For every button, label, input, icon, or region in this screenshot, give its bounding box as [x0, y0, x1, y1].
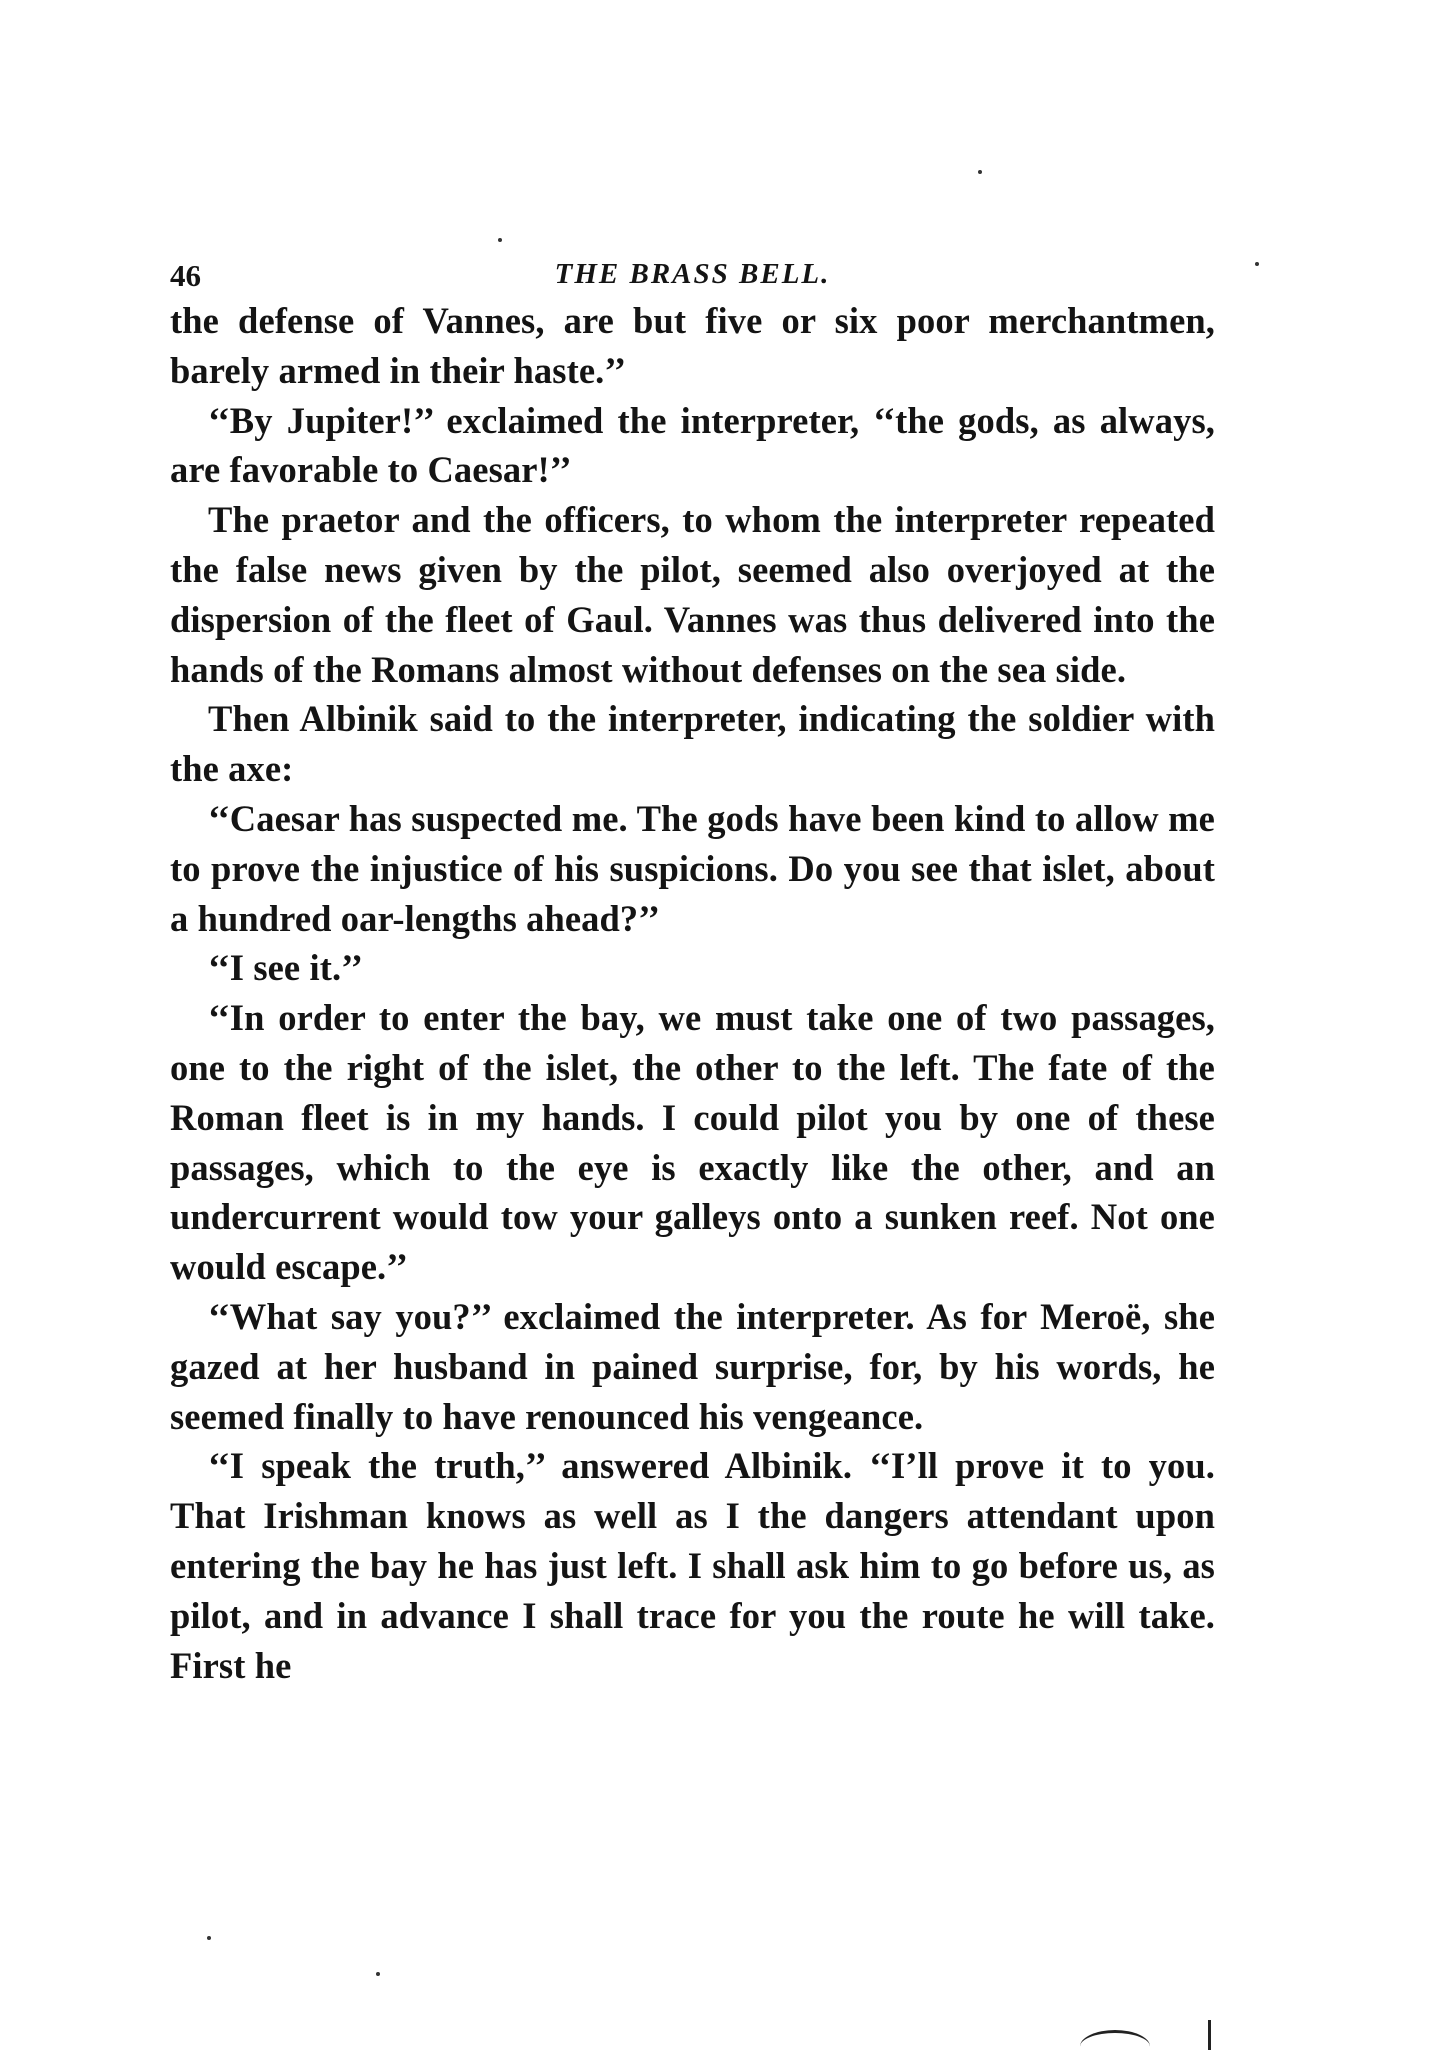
paragraph: ‘‘I see it.’’ — [208, 947, 363, 989]
scan-speck — [1255, 262, 1259, 266]
body-text — [170, 296, 1215, 1690]
paragraph: ‘‘By Jupiter!’’ exclaimed the interpreter, ‘‘the gods, as always, are favorable to Caesar!’’ — [170, 399, 1215, 491]
scan-speck — [207, 1936, 211, 1940]
paragraph: ‘‘I speak the truth,’’ answered Albinik. ‘‘I’ll prove it to you. That Irishman knows as well as I the dangers attendant upon entering the bay he has just left. I shall ask him to go before us, as pilot, and in advance I shall trace for you the route he will take. First he — [170, 1445, 1215, 1686]
page-header — [170, 258, 1215, 298]
scan-speck — [978, 170, 982, 174]
paragraph: ‘‘In order to enter the bay, we must take one of two passages, one to the right of the islet, the other to the left. The fate of the Roman fleet is in my hands. I could pilot you by one of these passages, which to the eye is exactly like the other, and an undercurrent would tow your galleys onto a sunken reef. Not one would escape.’’ — [170, 997, 1215, 1288]
paragraph: ‘‘Caesar has suspected me. The gods have been kind to allow me to prove the injustice of his suspicions. Do you see that islet, about a hundred oar-lengths ahead?’’ — [170, 797, 1215, 939]
paragraph: the defense of Vannes, are but five or six poor merchantmen, barely armed in their haste.’’ — [170, 300, 1215, 391]
scan-mark — [1208, 2020, 1211, 2050]
scan-mark — [1080, 2030, 1150, 2063]
scan-speck — [376, 1972, 380, 1976]
running-title: THE BRASS BELL. — [554, 258, 831, 290]
page-number: 46 — [170, 258, 201, 293]
paragraph: The praetor and the officers, to whom the interpreter repeated the false news given by the pilot, seemed also overjoyed at the dispersion of the fleet of Gaul. Vannes was thus delivered into the hands of the Romans almost without defenses on the sea side. — [170, 499, 1215, 690]
paragraph: Then Albinik said to the interpreter, indicating the soldier with the axe: — [170, 698, 1215, 790]
paragraph: ‘‘What say you?’’ exclaimed the interpreter. As for Meroë, she gazed at her husband in pained surprise, for, by his words, he seemed finally to have renounced his vengeance. — [170, 1295, 1215, 1437]
scan-speck — [498, 238, 502, 242]
